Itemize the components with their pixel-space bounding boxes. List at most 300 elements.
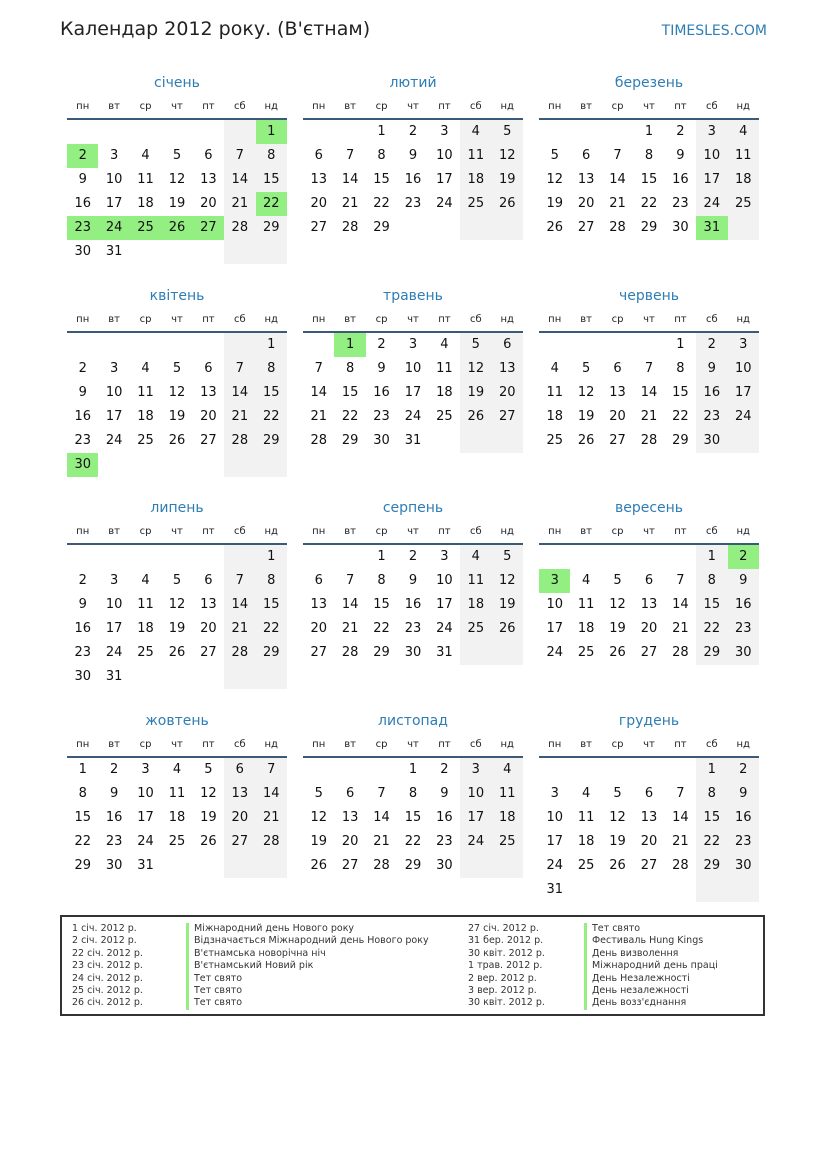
day-cell[interactable]: 25 [460, 192, 491, 216]
day-cell[interactable]: 25 [436, 409, 453, 424]
day-cell[interactable]: 10 [436, 148, 453, 163]
day-cell[interactable]: 15 [672, 385, 689, 400]
day-cell[interactable]: 10 [546, 810, 563, 825]
day-cell[interactable]: 4 [141, 573, 150, 588]
day-cell[interactable]: 21 [341, 196, 359, 211]
day-cell[interactable]: 14 [672, 810, 689, 825]
day-cell[interactable]: 11 [460, 144, 491, 168]
day-cell[interactable]: 24 [460, 830, 491, 854]
day-cell[interactable]: 27 [341, 858, 359, 873]
day-cell[interactable]: 1 [78, 762, 87, 777]
day-cell[interactable]: 16 [404, 597, 422, 612]
day-cell[interactable]: 15 [341, 385, 359, 400]
day-cell[interactable]: 11 [436, 361, 453, 376]
day-cell[interactable]: 29 [256, 429, 287, 453]
day-cell[interactable]: 18 [436, 385, 453, 400]
day-cell[interactable]: 26 [546, 220, 563, 235]
day-cell[interactable]: 28 [341, 220, 359, 235]
day-cell[interactable]: 27 [609, 433, 626, 448]
day-cell[interactable]: 7 [345, 573, 355, 588]
day-cell[interactable]: 20 [640, 621, 658, 636]
day-cell[interactable]: 22 [373, 196, 390, 211]
day-cell[interactable]: 6 [314, 148, 323, 163]
day-cell[interactable]: 26 [609, 645, 626, 660]
day-cell[interactable]: 16 [728, 593, 759, 617]
day-cell[interactable]: 20 [310, 621, 327, 636]
day-cell[interactable]: 8 [377, 148, 386, 163]
day-cell[interactable]: 21 [672, 621, 689, 636]
day-cell[interactable]: 10 [546, 597, 563, 612]
day-cell[interactable]: 28 [224, 641, 255, 665]
day-cell[interactable]: 17 [105, 621, 123, 636]
day-cell[interactable]: 12 [546, 172, 563, 187]
day-cell[interactable]: 14 [256, 782, 287, 806]
day-cell[interactable]: 11 [728, 144, 759, 168]
day-cell[interactable]: 28 [224, 429, 255, 453]
day-cell[interactable]: 4 [141, 148, 150, 163]
day-cell[interactable]: 18 [728, 168, 759, 192]
day-cell[interactable]: 24 [436, 621, 453, 636]
day-cell[interactable]: 29 [341, 433, 359, 448]
day-cell[interactable]: 19 [546, 196, 563, 211]
day-cell[interactable]: 17 [728, 381, 759, 405]
day-cell[interactable]: 2 [67, 144, 98, 168]
day-cell[interactable]: 17 [137, 810, 154, 825]
day-cell[interactable]: 6 [613, 361, 622, 376]
day-cell[interactable]: 17 [696, 168, 727, 192]
day-cell[interactable]: 2 [78, 573, 87, 588]
day-cell[interactable]: 20 [640, 834, 658, 849]
day-cell[interactable]: 16 [373, 385, 390, 400]
day-cell[interactable]: 22 [256, 617, 287, 641]
day-cell[interactable]: 25 [137, 645, 154, 660]
day-cell[interactable]: 8 [408, 786, 418, 801]
day-cell[interactable]: 29 [640, 220, 658, 235]
day-cell[interactable]: 11 [137, 172, 154, 187]
day-cell[interactable]: 12 [168, 597, 186, 612]
day-cell[interactable]: 9 [78, 597, 87, 612]
day-cell[interactable]: 14 [373, 810, 390, 825]
day-cell[interactable]: 27 [577, 220, 595, 235]
day-cell[interactable]: 15 [256, 593, 287, 617]
day-cell[interactable]: 3 [408, 337, 418, 352]
day-cell[interactable]: 9 [78, 172, 87, 187]
day-cell[interactable]: 6 [204, 573, 213, 588]
day-cell[interactable]: 22 [404, 834, 422, 849]
day-cell[interactable]: 17 [546, 621, 563, 636]
day-cell[interactable]: 20 [577, 196, 595, 211]
day-cell[interactable]: 29 [404, 858, 422, 873]
day-cell[interactable]: 21 [256, 806, 287, 830]
day-cell[interactable]: 19 [609, 621, 626, 636]
day-cell[interactable]: 14 [341, 172, 359, 187]
day-cell[interactable]: 12 [168, 385, 186, 400]
day-cell[interactable]: 11 [168, 786, 186, 801]
day-cell[interactable]: 18 [460, 593, 491, 617]
day-cell[interactable]: 9 [377, 361, 386, 376]
day-cell[interactable]: 19 [492, 593, 523, 617]
day-cell[interactable]: 6 [644, 786, 654, 801]
day-cell[interactable]: 13 [492, 357, 523, 381]
day-cell[interactable]: 5 [613, 786, 622, 801]
day-cell[interactable]: 5 [172, 573, 182, 588]
day-cell[interactable]: 21 [310, 409, 327, 424]
day-cell[interactable]: 5 [492, 120, 523, 144]
day-cell[interactable]: 14 [672, 597, 689, 612]
day-cell[interactable]: 29 [373, 645, 390, 660]
day-cell[interactable]: 23 [672, 196, 689, 211]
day-cell[interactable]: 17 [460, 806, 491, 830]
day-cell[interactable]: 28 [672, 645, 689, 660]
day-cell[interactable]: 29 [696, 854, 727, 878]
day-cell[interactable]: 11 [577, 597, 595, 612]
day-cell[interactable]: 28 [373, 858, 390, 873]
day-cell[interactable]: 2 [408, 124, 418, 139]
day-cell[interactable]: 6 [644, 573, 654, 588]
day-cell[interactable]: 25 [137, 433, 154, 448]
day-cell[interactable]: 23 [74, 433, 91, 448]
day-cell[interactable]: 17 [105, 196, 123, 211]
day-cell[interactable]: 27 [640, 858, 658, 873]
day-cell[interactable]: 7 [377, 786, 386, 801]
day-cell[interactable]: 20 [341, 834, 359, 849]
day-cell[interactable]: 13 [640, 810, 658, 825]
day-cell[interactable]: 5 [460, 333, 491, 357]
day-cell[interactable]: 21 [640, 409, 658, 424]
day-cell[interactable]: 1 [256, 333, 287, 357]
day-cell[interactable]: 27 [492, 405, 523, 429]
day-cell[interactable]: 25 [130, 216, 161, 240]
day-cell[interactable]: 4 [440, 337, 449, 352]
day-cell[interactable]: 28 [310, 433, 327, 448]
day-cell[interactable]: 15 [256, 381, 287, 405]
day-cell[interactable]: 31 [546, 882, 563, 897]
day-cell[interactable]: 17 [546, 834, 563, 849]
day-cell[interactable]: 30 [67, 453, 98, 477]
day-cell[interactable]: 23 [728, 617, 759, 641]
day-cell[interactable]: 10 [105, 597, 123, 612]
day-cell[interactable]: 20 [200, 196, 217, 211]
day-cell[interactable]: 23 [404, 621, 422, 636]
day-cell[interactable]: 1 [377, 124, 386, 139]
day-cell[interactable]: 17 [105, 409, 123, 424]
day-cell[interactable]: 18 [137, 621, 154, 636]
day-cell[interactable]: 23 [373, 409, 390, 424]
day-cell[interactable]: 2 [78, 361, 87, 376]
day-cell[interactable]: 30 [728, 854, 759, 878]
day-cell[interactable]: 8 [676, 361, 685, 376]
day-cell[interactable]: 11 [137, 385, 154, 400]
day-cell[interactable]: 23 [436, 834, 453, 849]
day-cell[interactable]: 2 [109, 762, 119, 777]
day-cell[interactable]: 30 [373, 433, 390, 448]
day-cell[interactable]: 2 [408, 549, 418, 564]
day-cell[interactable]: 4 [728, 120, 759, 144]
day-cell[interactable]: 3 [141, 762, 150, 777]
day-cell[interactable]: 22 [256, 192, 287, 216]
day-cell[interactable]: 6 [314, 573, 323, 588]
day-cell[interactable]: 23 [404, 196, 422, 211]
day-cell[interactable]: 4 [550, 361, 559, 376]
day-cell[interactable]: 14 [310, 385, 327, 400]
day-cell[interactable]: 7 [613, 148, 622, 163]
day-cell[interactable]: 3 [109, 573, 119, 588]
day-cell[interactable]: 25 [492, 830, 523, 854]
day-cell[interactable]: 30 [105, 858, 123, 873]
day-cell[interactable]: 8 [377, 573, 386, 588]
day-cell[interactable]: 21 [373, 834, 390, 849]
day-cell[interactable]: 21 [224, 617, 255, 641]
day-cell[interactable]: 28 [609, 220, 626, 235]
day-cell[interactable]: 10 [105, 172, 123, 187]
day-cell[interactable]: 24 [98, 216, 129, 240]
day-cell[interactable]: 13 [577, 172, 595, 187]
day-cell[interactable]: 31 [105, 244, 123, 259]
day-cell[interactable]: 11 [577, 810, 595, 825]
day-cell[interactable]: 7 [224, 569, 255, 593]
day-cell[interactable]: 12 [609, 597, 626, 612]
day-cell[interactable]: 26 [577, 433, 595, 448]
day-cell[interactable]: 22 [341, 409, 359, 424]
day-cell[interactable]: 21 [224, 192, 255, 216]
day-cell[interactable]: 27 [640, 645, 658, 660]
day-cell[interactable]: 22 [640, 196, 658, 211]
day-cell[interactable]: 9 [440, 786, 449, 801]
day-cell[interactable]: 31 [105, 669, 123, 684]
day-cell[interactable]: 19 [168, 196, 186, 211]
day-cell[interactable]: 31 [696, 216, 727, 240]
day-cell[interactable]: 18 [546, 409, 563, 424]
day-cell[interactable]: 1 [696, 758, 727, 782]
day-cell[interactable]: 29 [74, 858, 91, 873]
day-cell[interactable]: 27 [193, 216, 224, 240]
day-cell[interactable]: 9 [408, 148, 418, 163]
day-cell[interactable]: 26 [609, 858, 626, 873]
day-cell[interactable]: 15 [696, 806, 727, 830]
day-cell[interactable]: 25 [546, 433, 563, 448]
day-cell[interactable]: 5 [204, 762, 213, 777]
day-cell[interactable]: 12 [577, 385, 595, 400]
day-cell[interactable]: 20 [310, 196, 327, 211]
day-cell[interactable]: 16 [74, 409, 91, 424]
day-cell[interactable]: 13 [310, 597, 327, 612]
day-cell[interactable]: 3 [460, 758, 491, 782]
day-cell[interactable]: 18 [460, 168, 491, 192]
day-cell[interactable]: 4 [141, 361, 150, 376]
day-cell[interactable]: 1 [377, 549, 386, 564]
day-cell[interactable]: 6 [204, 148, 213, 163]
day-cell[interactable]: 25 [577, 645, 595, 660]
day-cell[interactable]: 28 [640, 433, 658, 448]
day-cell[interactable]: 5 [581, 361, 591, 376]
day-cell[interactable]: 6 [224, 758, 255, 782]
day-cell[interactable]: 23 [728, 830, 759, 854]
day-cell[interactable]: 30 [404, 645, 422, 660]
day-cell[interactable]: 11 [546, 385, 563, 400]
day-cell[interactable]: 14 [224, 381, 255, 405]
day-cell[interactable]: 7 [345, 148, 355, 163]
day-cell[interactable]: 26 [460, 405, 491, 429]
day-cell[interactable]: 1 [644, 124, 654, 139]
day-cell[interactable]: 4 [581, 786, 591, 801]
day-cell[interactable]: 9 [728, 782, 759, 806]
day-cell[interactable]: 12 [310, 810, 327, 825]
day-cell[interactable]: 8 [696, 569, 727, 593]
day-cell[interactable]: 27 [200, 645, 217, 660]
day-cell[interactable]: 13 [200, 172, 217, 187]
day-cell[interactable]: 5 [172, 361, 182, 376]
day-cell[interactable]: 3 [440, 549, 449, 564]
day-cell[interactable]: 19 [609, 834, 626, 849]
day-cell[interactable]: 19 [200, 810, 217, 825]
day-cell[interactable]: 21 [609, 196, 626, 211]
day-cell[interactable]: 28 [256, 830, 287, 854]
day-cell[interactable]: 21 [341, 621, 359, 636]
day-cell[interactable]: 11 [137, 597, 154, 612]
day-cell[interactable]: 22 [696, 617, 727, 641]
day-cell[interactable]: 17 [436, 172, 453, 187]
day-cell[interactable]: 23 [105, 834, 123, 849]
day-cell[interactable]: 25 [460, 617, 491, 641]
day-cell[interactable]: 29 [256, 641, 287, 665]
day-cell[interactable]: 28 [672, 858, 689, 873]
day-cell[interactable]: 21 [224, 405, 255, 429]
day-cell[interactable]: 30 [74, 244, 91, 259]
day-cell[interactable]: 27 [200, 433, 217, 448]
day-cell[interactable]: 24 [546, 645, 563, 660]
day-cell[interactable]: 17 [436, 597, 453, 612]
day-cell[interactable]: 25 [168, 834, 186, 849]
day-cell[interactable]: 27 [310, 645, 327, 660]
day-cell[interactable]: 7 [644, 361, 654, 376]
day-cell[interactable]: 6 [204, 361, 213, 376]
day-cell[interactable]: 26 [161, 216, 192, 240]
day-cell[interactable]: 4 [581, 573, 591, 588]
day-cell[interactable]: 8 [256, 569, 287, 593]
day-cell[interactable]: 16 [728, 806, 759, 830]
day-cell[interactable]: 2 [676, 124, 685, 139]
day-cell[interactable]: 15 [373, 597, 390, 612]
day-cell[interactable]: 26 [310, 858, 327, 873]
day-cell[interactable]: 18 [577, 621, 595, 636]
day-cell[interactable]: 18 [492, 806, 523, 830]
day-cell[interactable]: 22 [256, 405, 287, 429]
day-cell[interactable]: 13 [224, 782, 255, 806]
day-cell[interactable]: 21 [672, 834, 689, 849]
day-cell[interactable]: 10 [460, 782, 491, 806]
day-cell[interactable]: 3 [109, 148, 119, 163]
day-cell[interactable]: 23 [67, 216, 98, 240]
day-cell[interactable]: 22 [373, 621, 390, 636]
day-cell[interactable]: 11 [460, 569, 491, 593]
day-cell[interactable]: 10 [404, 361, 422, 376]
day-cell[interactable]: 25 [577, 858, 595, 873]
day-cell[interactable]: 12 [609, 810, 626, 825]
day-cell[interactable]: 8 [78, 786, 87, 801]
day-cell[interactable]: 27 [310, 220, 327, 235]
day-cell[interactable]: 27 [224, 830, 255, 854]
day-cell[interactable]: 13 [341, 810, 359, 825]
day-cell[interactable]: 8 [345, 361, 355, 376]
day-cell[interactable]: 3 [728, 333, 759, 357]
day-cell[interactable]: 2 [377, 337, 386, 352]
day-cell[interactable]: 16 [436, 810, 453, 825]
day-cell[interactable]: 1 [334, 333, 365, 357]
day-cell[interactable]: 4 [460, 120, 491, 144]
day-cell[interactable]: 25 [728, 192, 759, 216]
day-cell[interactable]: 16 [696, 381, 727, 405]
day-cell[interactable]: 16 [672, 172, 689, 187]
day-cell[interactable]: 12 [168, 172, 186, 187]
day-cell[interactable]: 5 [314, 786, 323, 801]
day-cell[interactable]: 1 [256, 120, 287, 144]
day-cell[interactable]: 2 [696, 333, 727, 357]
day-cell[interactable]: 7 [224, 144, 255, 168]
day-cell[interactable]: 30 [696, 429, 727, 453]
day-cell[interactable]: 29 [696, 641, 727, 665]
day-cell[interactable]: 19 [168, 409, 186, 424]
day-cell[interactable]: 11 [492, 782, 523, 806]
day-cell[interactable]: 2 [440, 762, 449, 777]
day-cell[interactable]: 19 [460, 381, 491, 405]
day-cell[interactable]: 9 [728, 569, 759, 593]
day-cell[interactable]: 10 [696, 144, 727, 168]
day-cell[interactable]: 13 [310, 172, 327, 187]
day-cell[interactable]: 30 [74, 669, 91, 684]
day-cell[interactable]: 10 [728, 357, 759, 381]
day-cell[interactable]: 18 [137, 409, 154, 424]
day-cell[interactable]: 6 [492, 333, 523, 357]
day-cell[interactable]: 9 [78, 385, 87, 400]
day-cell[interactable]: 7 [676, 786, 685, 801]
day-cell[interactable]: 4 [460, 545, 491, 569]
day-cell[interactable]: 15 [74, 810, 91, 825]
day-cell[interactable]: 14 [640, 385, 658, 400]
day-cell[interactable]: 13 [640, 597, 658, 612]
day-cell[interactable]: 22 [74, 834, 91, 849]
day-cell[interactable]: 14 [341, 597, 359, 612]
day-cell[interactable]: 9 [408, 573, 418, 588]
day-cell[interactable]: 8 [644, 148, 654, 163]
day-cell[interactable]: 10 [105, 385, 123, 400]
day-cell[interactable]: 24 [728, 405, 759, 429]
day-cell[interactable]: 31 [404, 433, 422, 448]
day-cell[interactable]: 26 [168, 433, 186, 448]
day-cell[interactable]: 3 [696, 120, 727, 144]
day-cell[interactable]: 26 [168, 645, 186, 660]
day-cell[interactable]: 24 [105, 433, 123, 448]
day-cell[interactable]: 28 [224, 216, 255, 240]
day-cell[interactable]: 14 [609, 172, 626, 187]
day-cell[interactable]: 3 [440, 124, 449, 139]
day-cell[interactable]: 13 [609, 385, 626, 400]
day-cell[interactable]: 16 [105, 810, 123, 825]
day-cell[interactable]: 3 [109, 361, 119, 376]
day-cell[interactable]: 15 [696, 593, 727, 617]
day-cell[interactable]: 16 [74, 196, 91, 211]
day-cell[interactable]: 18 [137, 196, 154, 211]
day-cell[interactable]: 22 [696, 830, 727, 854]
day-cell[interactable]: 15 [640, 172, 658, 187]
day-cell[interactable]: 23 [74, 645, 91, 660]
day-cell[interactable]: 7 [314, 361, 323, 376]
day-cell[interactable]: 10 [137, 786, 154, 801]
day-cell[interactable]: 24 [137, 834, 154, 849]
day-cell[interactable]: 1 [408, 762, 418, 777]
day-cell[interactable]: 9 [109, 786, 119, 801]
day-cell[interactable]: 5 [550, 148, 559, 163]
day-cell[interactable]: 1 [696, 545, 727, 569]
